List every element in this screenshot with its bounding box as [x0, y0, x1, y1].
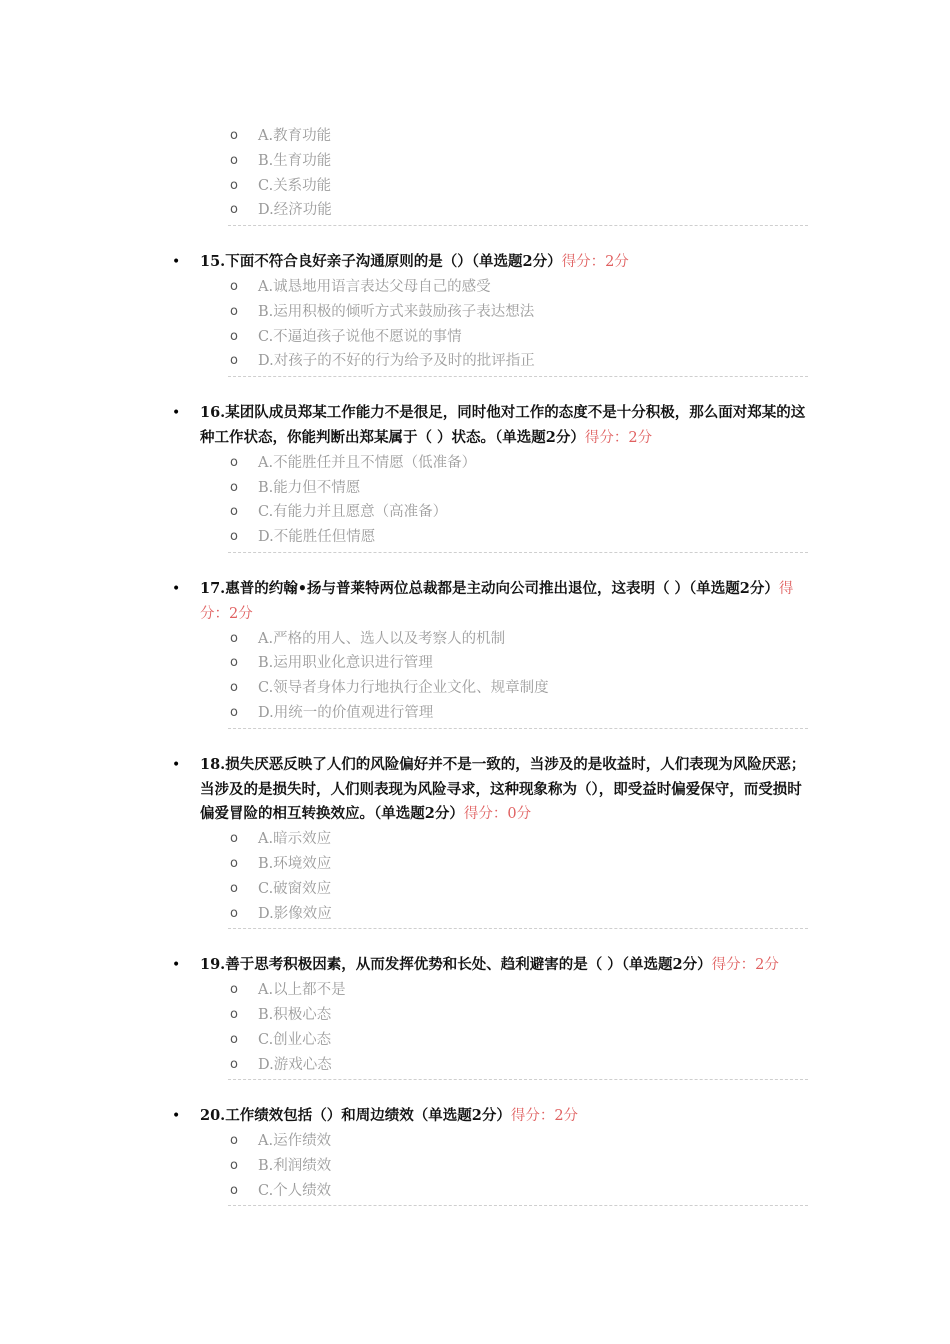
option-d: o D.影像效应 [228, 902, 808, 927]
option-bullet: o [230, 880, 238, 896]
question-bullet: • [172, 1108, 181, 1125]
question-text: 20.工作绩效包括（）和周边绩效（单选题2分）得分：2分 [200, 1107, 579, 1125]
option-a: o A.不能胜任并且不情愿（低准备） [228, 451, 808, 476]
question-bullet: • [172, 756, 181, 773]
option-bullet: o [230, 479, 238, 495]
option-a: o A.暗示效应 [228, 827, 808, 852]
option-bullet: o [230, 303, 238, 319]
score-label: 得分：2分 [584, 429, 653, 446]
question-14-remainder [228, 124, 808, 226]
option-bullet: o [230, 454, 238, 470]
question-bullet: • [172, 254, 181, 271]
option-bullet: o [230, 1031, 238, 1047]
option-c: o C.创业心态 [228, 1028, 808, 1053]
question-text: 16.某团队成员郑某工作能力不是很足，同时他对工作的态度不是十分积极，那么面对郑某的这种工作状态，你能判断出郑某属于（ ）状态。（单选题2分）得分：2分 [200, 404, 806, 446]
dashed-separator [228, 928, 808, 929]
question-18 [172, 753, 808, 930]
option-bullet: o [230, 278, 238, 294]
dashed-separator [228, 1079, 808, 1080]
option-c: o C.关系功能 [228, 174, 808, 199]
question-text: 18.损失厌恶反映了人们的风险偏好并不是一致的，当涉及的是收益时，人们表现为风险厌恶；当涉及的是损失时，人们则表现为风险寻求，这种现象称为（），即受益时偏爱保守，而受损时偏爱冒险的相互转换效应。（单选题2分）得分：0分 [200, 755, 806, 823]
option-bullet: o [230, 353, 238, 369]
option-d: o D.对孩子的不好的行为给予及时的批评指正 [228, 349, 808, 374]
option-bullet: o [230, 855, 238, 871]
options-list [200, 827, 808, 926]
options-list [200, 1129, 808, 1203]
option-d: o D.经济功能 [228, 198, 808, 223]
option-d: o D.游戏心态 [228, 1053, 808, 1078]
options-list [200, 275, 808, 374]
question-17 [172, 577, 808, 729]
dashed-separator [228, 225, 808, 226]
question-bullet: • [172, 957, 181, 974]
option-bullet: o [230, 328, 238, 344]
options-list [200, 627, 808, 726]
option-b: o B.能力但不情愿 [228, 476, 808, 501]
dashed-separator [228, 552, 808, 553]
option-c: o C.个人绩效 [228, 1179, 808, 1204]
option-bullet: o [230, 152, 238, 168]
option-bullet: o [230, 1006, 238, 1022]
option-c: o C.领导者身体力行地执行企业文化、规章制度 [228, 676, 808, 701]
dashed-separator [228, 1205, 808, 1206]
option-b: o B.积极心态 [228, 1003, 808, 1028]
option-a: o A.严格的用人、选人以及考察人的机制 [228, 627, 808, 652]
option-b: o B.运用职业化意识进行管理 [228, 651, 808, 676]
option-bullet: o [230, 905, 238, 921]
options-list [200, 451, 808, 550]
option-b: o B.利润绩效 [228, 1154, 808, 1179]
options-list [228, 124, 808, 223]
option-bullet: o [230, 655, 238, 671]
option-a: o A.教育功能 [228, 124, 808, 149]
option-d: o D.不能胜任但情愿 [228, 525, 808, 550]
question-16 [172, 401, 808, 553]
question-text: 19.善于思考积极因素，从而发挥优势和长处、趋利避害的是（ ）（单选题2分）得分：2分 [200, 956, 779, 974]
option-bullet: o [230, 831, 238, 847]
question-text: 17.惠普的约翰•扬与普莱特两位总裁都是主动向公司推出退位，这表明（ ）（单选题2分）得分：2分 [200, 579, 794, 622]
option-d: o D.用统一的价值观进行管理 [228, 701, 808, 726]
score-label: 得分：2分 [561, 254, 629, 271]
option-bullet: o [230, 529, 238, 545]
option-b: o B.环境效应 [228, 852, 808, 877]
question-text: 15.下面不符合良好亲子沟通原则的是（）（单选题2分）得分：2分 [200, 253, 629, 271]
question-20 [172, 1104, 808, 1206]
option-bullet: o [230, 202, 238, 218]
score-label: 得分：2分 [711, 957, 779, 974]
question-bullet: • [172, 405, 181, 422]
option-a: o A.诚恳地用语言表达父母自己的感受 [228, 275, 808, 300]
option-c: o C.破窗效应 [228, 877, 808, 902]
option-bullet: o [230, 704, 238, 720]
option-a: o A.运作绩效 [228, 1129, 808, 1154]
exam-page [0, 124, 950, 1206]
option-b: o B.运用积极的倾听方式来鼓励孩子表达想法 [228, 300, 808, 325]
option-bullet: o [230, 177, 238, 193]
dashed-separator [228, 728, 808, 729]
question-bullet: • [172, 580, 181, 597]
score-label: 得分：2分 [510, 1108, 579, 1125]
option-bullet: o [230, 504, 238, 520]
option-b: o B.生育功能 [228, 149, 808, 174]
option-bullet: o [230, 1157, 238, 1173]
option-bullet: o [230, 128, 238, 143]
option-bullet: o [230, 680, 238, 696]
dashed-separator [228, 376, 808, 377]
question-19 [172, 953, 808, 1080]
option-a: o A.以上都不是 [228, 978, 808, 1003]
question-15 [172, 250, 808, 377]
option-bullet: o [230, 982, 238, 998]
option-c: o C.有能力并且愿意（高准备） [228, 500, 808, 525]
score-label: 得分：0分 [463, 806, 532, 823]
options-list [200, 978, 808, 1077]
option-bullet: o [230, 1133, 238, 1149]
option-bullet: o [230, 1056, 238, 1072]
option-bullet: o [230, 630, 238, 646]
option-bullet: o [230, 1182, 238, 1198]
score-label: 得分：2分 [200, 580, 794, 622]
option-c: o C.不逼迫孩子说他不愿说的事情 [228, 325, 808, 350]
